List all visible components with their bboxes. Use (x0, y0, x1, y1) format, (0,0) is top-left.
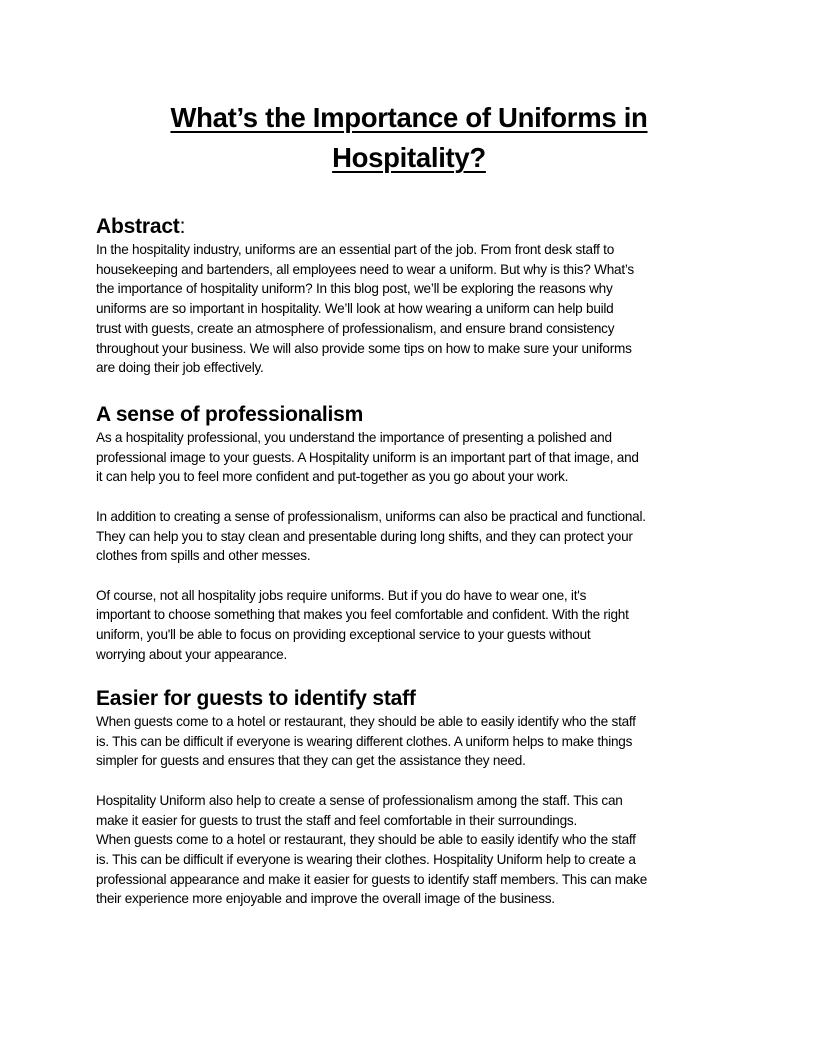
paragraph-spacer (96, 566, 726, 586)
title-line-1: What’s the Importance of Uniforms in (170, 102, 648, 133)
heading-text: Abstract (96, 215, 180, 238)
text-line: When guests come to a hotel or restaurant, they should be able to easily identify who the staff (96, 832, 636, 848)
paragraph (96, 428, 726, 487)
text-line: In addition to creating a sense of professionalism, uniforms can also be practical and functional. (96, 508, 646, 524)
text-line: make it easier for guests to trust the staff and feel comfortable in their surroundings. (96, 812, 577, 828)
paragraph (96, 712, 726, 771)
paragraph (96, 791, 726, 909)
text-line: When guests come to a hotel or restaurant, they should be able to easily identify who the staff (96, 714, 636, 729)
paragraph (96, 586, 726, 665)
text-line: it can help you to feel more confident and put-together as you go about your work. (96, 469, 569, 485)
paragraph-spacer (96, 771, 726, 791)
text-line: the importance of hospitality uniform? In this blog post, we’ll be exploring the reasons why (96, 281, 613, 297)
text-line: are doing their job effectively. (96, 360, 264, 376)
paragraph (96, 507, 726, 566)
text-line: is. This can be difficult if everyone is wearing different clothes. A uniform helps to make things (96, 733, 633, 749)
text-line: important to choose something that makes you feel comfortable and confident. With the right (96, 607, 629, 623)
text-line: housekeeping and bartenders, all employees need to wear a uniform. But why is this? What’s (96, 261, 634, 277)
text-line: Of course, not all hospitality jobs require uniforms. But if you do have to wear one, it's (96, 587, 587, 603)
section-heading: A sense of professionalism (96, 403, 364, 426)
section-heading (96, 214, 726, 240)
text-line: In the hospitality industry, uniforms are an essential part of the job. From front desk staff to (96, 242, 615, 257)
document-title (96, 98, 722, 178)
text-line: uniforms are so important in hospitality. We’ll look at how wearing a uniform can help build (96, 301, 614, 317)
text-line: They can help you to stay clean and presentable during long shifts, and they can protect your (96, 528, 633, 544)
text-line: clothes from spills and other messes. (96, 548, 311, 564)
text-line: uniform, you'll be able to focus on providing exceptional service to your guests without (96, 627, 591, 642)
text-line: Hospitality Uniform also help to create a sense of professionalism among the staff. This can (96, 792, 623, 808)
title-line-2: Hospitality? (332, 142, 486, 173)
section-heading: Easier for guests to identify staff (96, 687, 416, 710)
text-line: is. This can be difficult if everyone is wearing their clothes. Hospitality Uniform help to create a (96, 851, 636, 867)
text-line: their experience more enjoyable and improve the overall image of the business. (96, 891, 555, 907)
section-professionalism (96, 402, 726, 664)
text-line: throughout your business. We will also provide some tips on how to make sure your uniforms (96, 340, 632, 356)
heading-colon: : (179, 215, 186, 238)
section-abstract (96, 214, 726, 378)
text-line: As a hospitality professional, you understand the importance of presenting a polished and (96, 430, 612, 445)
text-line: trust with guests, create an atmosphere of professionalism, and ensure brand consistency (96, 320, 615, 336)
paragraph-spacer (96, 487, 726, 507)
paragraph (96, 240, 726, 378)
text-line: professional image to your guests. A Hospitality uniform is an important part of that image, and (96, 449, 639, 465)
text-line: professional appearance and make it easier for guests to identify staff members. This can make (96, 871, 648, 887)
text-line: simpler for guests and ensures that they can get the assistance they need. (96, 753, 526, 769)
text-line: worrying about your appearance. (96, 646, 287, 662)
section-identify-staff (96, 686, 726, 909)
